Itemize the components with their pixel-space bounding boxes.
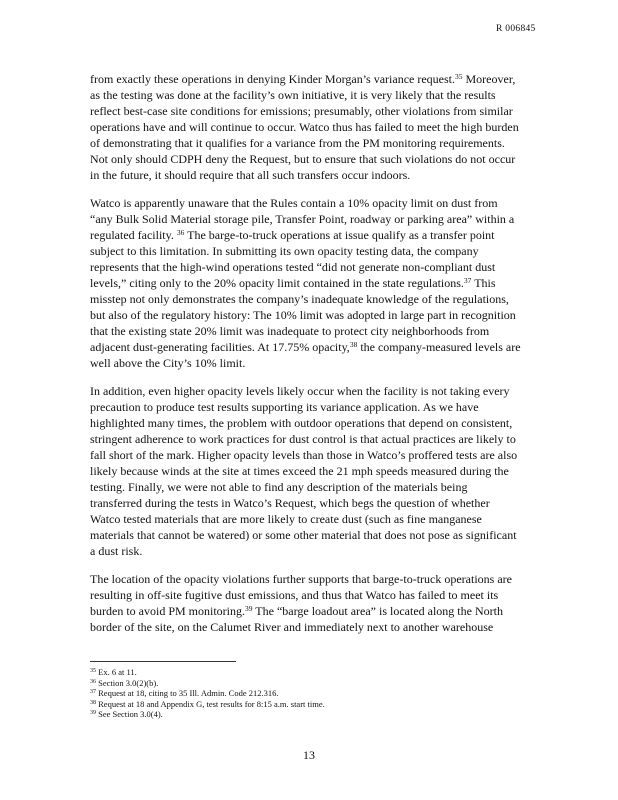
paragraph-text: In addition, even higher opacity levels likely occur when the facility is not taking every precaution to produce test results supporting its variance application. As we have highlighted many times, the problem with outdoor operations that depend on consistent, stringent adherence to work practices for dust control is that actual practices are likely to fall short of the mark. Higher opacity levels than those in Watco’s proffered tests are also likely because winds at the site at times exceed the 21 mph speeds measured during the testing. Finally, we were not able to find any description of the materials being transferred during the tests in Watco’s Request, which begs the question of whether Watco tested materials that are more likely to create dust (such as fine manganese materials that cannot be watered) or some other material that does not pose as significant a dust risk. [90,384,518,558]
body-paragraph [90,71,522,183]
footnote-text: Section 3.0(2)(b). [98,677,159,688]
footnote-reference[interactable]: 37 [463,276,472,285]
footnote-reference[interactable]: 38 [349,340,358,349]
footnote [90,709,490,720]
paragraph-text: Moreover, as the testing was done at the facility’s own initiative, it is very likely that the results reflect best-case site conditions for emissions; presumably, other violations from similar operations have and will continue to occur. Watco thus has failed to meet the high burden of demonstrating that it qualifies for a variance from the PM monitoring requirements. Not only should CDPH deny the Request, but to ensure that such violations do not occur in the future, it should require that all such transfers occur indoors. [90,72,519,182]
footnote-reference[interactable]: 39 [245,604,253,613]
footnote [90,667,490,678]
paragraph-text: from exactly these operations in denying Kinder Morgan’s variance request. [90,72,455,86]
footnote-reference[interactable]: 36 [176,228,185,237]
footnote [90,688,490,699]
footnote-text: Ex. 6 at 11. [98,667,137,677]
body-paragraph [90,195,522,371]
footnote-number: 36 [90,678,96,685]
footnote-text: Request at 18, citing to 35 Ill. Admin. Code 212.316. [98,688,279,698]
paragraph-text: This misstep not only demonstrates the company’s inadequate knowledge of the regulations, but also of the regulatory history: The 10% limit was adopted in large part in recognition that the existing state 20% limit was inadequate to protect city neighborhoods from adjacent dust-generating facilities. At 17.75% opacity, [90,276,516,354]
footnote-number: 38 [90,699,96,706]
paragraph-text: The location of the opacity violations further supports that barge-to-truck operations are resulting in off-site fugitive dust emissions, and thus that Watco has failed to meet its burden to avoid PM monitoring. [90,572,512,618]
document-control-number: R 006845 [496,24,536,34]
body-text [90,71,522,647]
paragraph-text: The barge-to-truck operations at issue qualify as a transfer point subject to this limitation. In submitting its own opacity testing data, the company represents that the high-wind operations tested “did not generate non-compliant dust levels,” citing only to the 20% opacity limit contained in the state regulations. [90,228,496,290]
footnotes [90,667,490,720]
footnote-reference[interactable]: 35 [455,72,463,81]
footnote-number: 37 [90,689,96,695]
footnote-number: 35 [90,668,96,674]
footnote-text: Request at 18 and Appendix G, test results for 8:15 a.m. start time. [98,698,325,709]
footnote-number: 39 [90,710,96,716]
footnote [90,678,490,689]
footnote-separator [90,661,236,662]
footnote [90,699,490,710]
body-paragraph [90,383,522,559]
paragraph-text: the company-measured levels are well above the City’s 10% limit. [90,340,521,370]
body-paragraph [90,571,522,635]
paragraph-text: The “barge loadout area” is located along the North border of the site, on the Calumet River and immediately next to another warehouse [90,604,503,634]
footnote-text: See Section 3.0(4). [98,709,163,719]
paragraph-text: Watco is apparently unaware that the Rules contain a 10% opacity limit on dust from “any Bulk Solid Material storage pile, Transfer Point, roadway or parking area” within a regulated facility. [90,196,515,242]
page-number: 13 [303,748,315,762]
